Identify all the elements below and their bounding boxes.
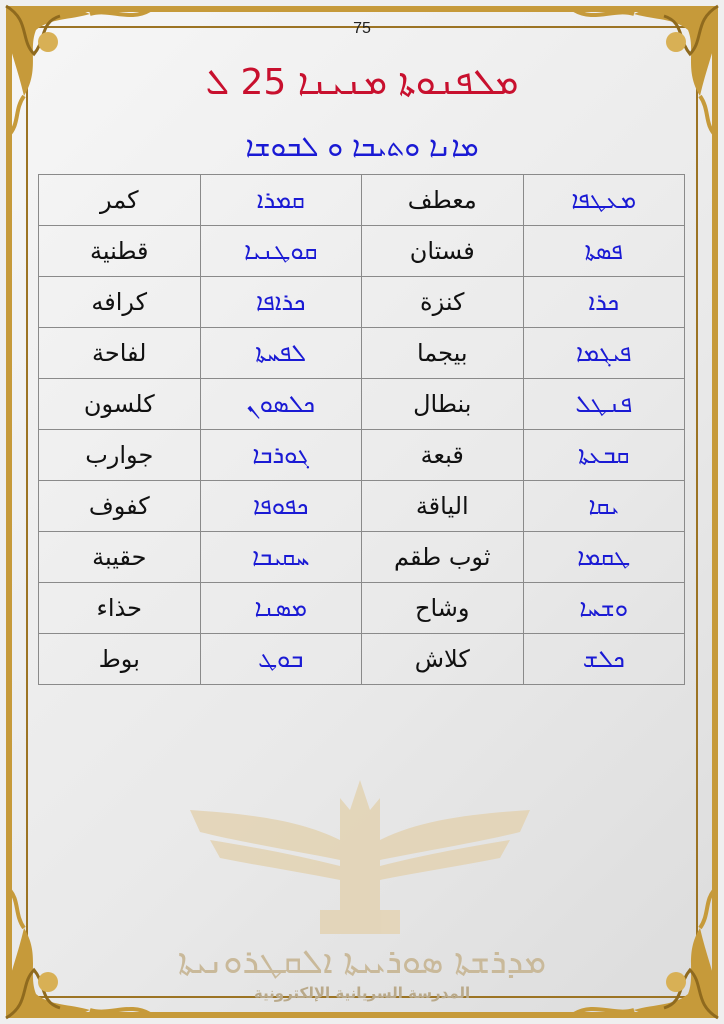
syriac-word-cell: ܟܪܐ xyxy=(523,277,685,328)
arabic-word-cell: كنزة xyxy=(362,277,524,328)
syriac-word-cell: ܘܫܚܐ xyxy=(523,583,685,634)
syriac-word-cell: ܦܢܛܠ xyxy=(523,379,685,430)
school-name-arabic: المدرسة السريانية الإلكترونية xyxy=(253,984,471,1002)
arabic-word-cell: فستان xyxy=(362,226,524,277)
arabic-word-cell: بيجما xyxy=(362,328,524,379)
syriac-word-cell: ܚܩܝܒܐ xyxy=(200,532,362,583)
syriac-word-cell: ܠܦܚܬܐ xyxy=(200,328,362,379)
syriac-word-cell: ܩܘܛܢܝܐ xyxy=(200,226,362,277)
table-row xyxy=(39,583,685,634)
lesson-title: ܡܠܦܢܘܬܐ ܡܢܝܢܐ 25 ܠ xyxy=(205,62,519,103)
syriac-word-cell: ܝܩܐ xyxy=(523,481,685,532)
arabic-word-cell: حذاء xyxy=(39,583,201,634)
vocabulary-table xyxy=(38,174,685,685)
page-number: 75 xyxy=(353,20,371,37)
table-row xyxy=(39,226,685,277)
syriac-word-cell: ܦܝܓܡܐ xyxy=(523,328,685,379)
syriac-word-cell: ܩܒܥܬܐ xyxy=(523,430,685,481)
table-row xyxy=(39,277,685,328)
arabic-word-cell: كلسون xyxy=(39,379,201,430)
arabic-word-cell: وشاح xyxy=(362,583,524,634)
syriac-word-cell: ܡܣܢܐ xyxy=(200,583,362,634)
arabic-word-cell: كلاش xyxy=(362,634,524,685)
arabic-word-cell: لفاحة xyxy=(39,328,201,379)
arabic-word-cell: كمر xyxy=(39,175,201,226)
arabic-word-cell: الياقة xyxy=(362,481,524,532)
syriac-word-cell: ܟܦܘܦܐ xyxy=(200,481,362,532)
table-row xyxy=(39,430,685,481)
syriac-word-cell: ܟܠܣܘܢ xyxy=(200,379,362,430)
arabic-word-cell: قطنية xyxy=(39,226,201,277)
arabic-word-cell: كرافه xyxy=(39,277,201,328)
syriac-word-cell: ܓܘܪܒܐ xyxy=(200,430,362,481)
syriac-word-cell: ܦܣܬܐ xyxy=(523,226,685,277)
table-row xyxy=(39,532,685,583)
syriac-word-cell: ܩܡܪܐ xyxy=(200,175,362,226)
arabic-word-cell: جوارب xyxy=(39,430,201,481)
syriac-word-cell: ܒܘܛ xyxy=(200,634,362,685)
arabic-word-cell: كفوف xyxy=(39,481,201,532)
arabic-word-cell: قبعة xyxy=(362,430,524,481)
table-row xyxy=(39,634,685,685)
arabic-word-cell: بنطال xyxy=(362,379,524,430)
table-row xyxy=(39,175,685,226)
arabic-word-cell: معطف xyxy=(362,175,524,226)
table-row xyxy=(39,481,685,532)
arabic-word-cell: حقيبة xyxy=(39,532,201,583)
arabic-word-cell: بوط xyxy=(39,634,201,685)
table-row xyxy=(39,379,685,430)
school-emblem-icon xyxy=(190,770,530,940)
syriac-word-cell: ܟܪܐܦܐ xyxy=(200,277,362,328)
school-name-syriac: ܡܕܪܫܬܐ ܣܘܪܝܝܬܐ ܐܠܩܛܪܘܢܝܬܐ xyxy=(177,942,547,982)
syriac-word-cell: ܛܩܡܐ xyxy=(523,532,685,583)
table-row xyxy=(39,328,685,379)
lesson-subtitle: ܡܐܢܐ ܘܬܝܒܐ ܘ ܠܒܘܫܐ xyxy=(245,130,479,163)
arabic-word-cell: ثوب طقم xyxy=(362,532,524,583)
syriac-word-cell: ܟܠܫ xyxy=(523,634,685,685)
syriac-word-cell: ܡܥܛܦܐ xyxy=(523,175,685,226)
